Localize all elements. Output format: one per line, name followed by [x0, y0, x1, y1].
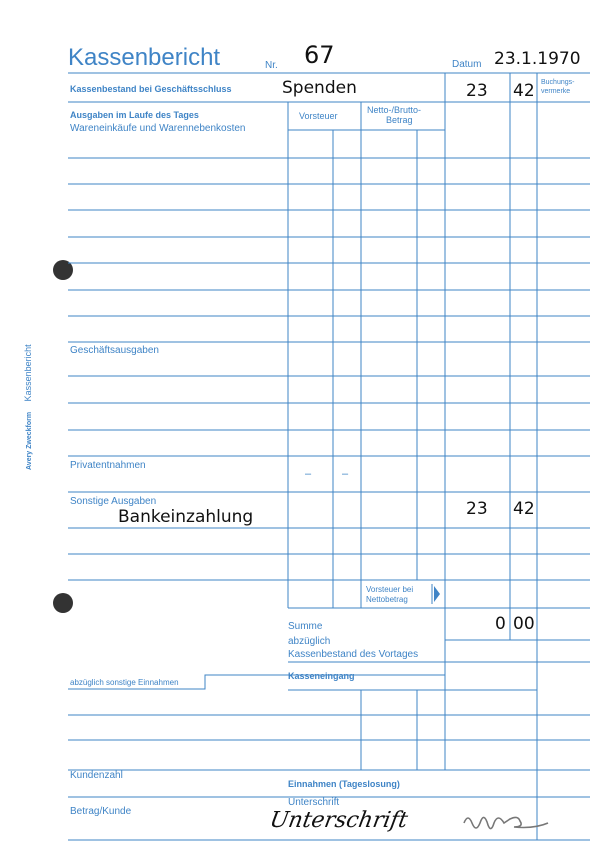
geschaeftsausgaben-label: Geschäftsausgaben	[70, 345, 159, 356]
buchungsvermerke-line1: Buchungs-	[541, 79, 575, 86]
vorsteuer-header: Vorsteuer	[299, 111, 338, 121]
side-form-name: Kassenbericht	[23, 344, 33, 402]
signature-scribble-icon	[460, 805, 570, 835]
sonstige-cent: 42	[513, 499, 535, 519]
summe-euro: 0	[495, 614, 506, 634]
summe-label: Summe	[288, 621, 323, 632]
vorsteuer-bei-line1: Vorsteuer bei	[366, 585, 414, 594]
unterschrift-label: Unterschrift	[288, 797, 340, 808]
sonstige-entry: Bankeinzahlung	[118, 507, 254, 527]
form-title: Kassenbericht	[68, 44, 221, 71]
side-brand: Avery Zweckform	[26, 411, 33, 470]
vortages-label: Kassenbestand des Vortages	[288, 649, 419, 660]
privatentnahmen-label: Privatentnahmen	[70, 460, 146, 471]
kasseneingang-label: Kasseneingang	[288, 671, 355, 681]
einnahmen-label: Einnahmen (Tageslosung)	[288, 779, 400, 789]
datum-value: 23.1.1970	[494, 49, 581, 69]
signature-handwritten: Unterschrift	[267, 808, 410, 833]
kassenbestand-cent: 42	[513, 81, 535, 101]
privat-dash-1: –	[305, 468, 312, 480]
ausgaben-subheading: Wareneinkäufe und Warennebenkosten	[70, 123, 246, 134]
sonstige-einnahmen-label: abzüglich sonstige Einnahmen	[70, 678, 179, 687]
sonstige-ausgaben-label: Sonstige Ausgaben	[70, 496, 157, 507]
summe-cent: 00	[513, 614, 535, 634]
sonstige-euro: 23	[466, 499, 488, 519]
kassenbestand-euro: 23	[466, 81, 488, 101]
kundenzahl-label: Kundenzahl	[70, 770, 123, 781]
abzueglich-label: abzüglich	[288, 636, 331, 647]
betrag-kunde-label: Betrag/Kunde	[70, 806, 132, 817]
netto-brutto-line2: Betrag	[386, 115, 413, 125]
kassenbestand-label: Kassenbestand bei Geschäftsschluss	[70, 84, 232, 94]
netto-brutto-line1: Netto-/Brutto-	[367, 105, 422, 115]
vorsteuer-bei-line2: Nettobetrag	[366, 595, 408, 604]
kassenbestand-entry: Spenden	[282, 78, 357, 98]
nr-label: Nr.	[265, 60, 278, 71]
buchungsvermerke-line2: vermerke	[541, 88, 571, 95]
ausgaben-heading: Ausgaben im Laufe des Tages	[70, 110, 199, 120]
datum-label: Datum	[452, 59, 482, 70]
privat-dash-2: –	[342, 468, 349, 480]
nr-value: 67	[304, 41, 335, 69]
side-branding	[18, 344, 36, 470]
